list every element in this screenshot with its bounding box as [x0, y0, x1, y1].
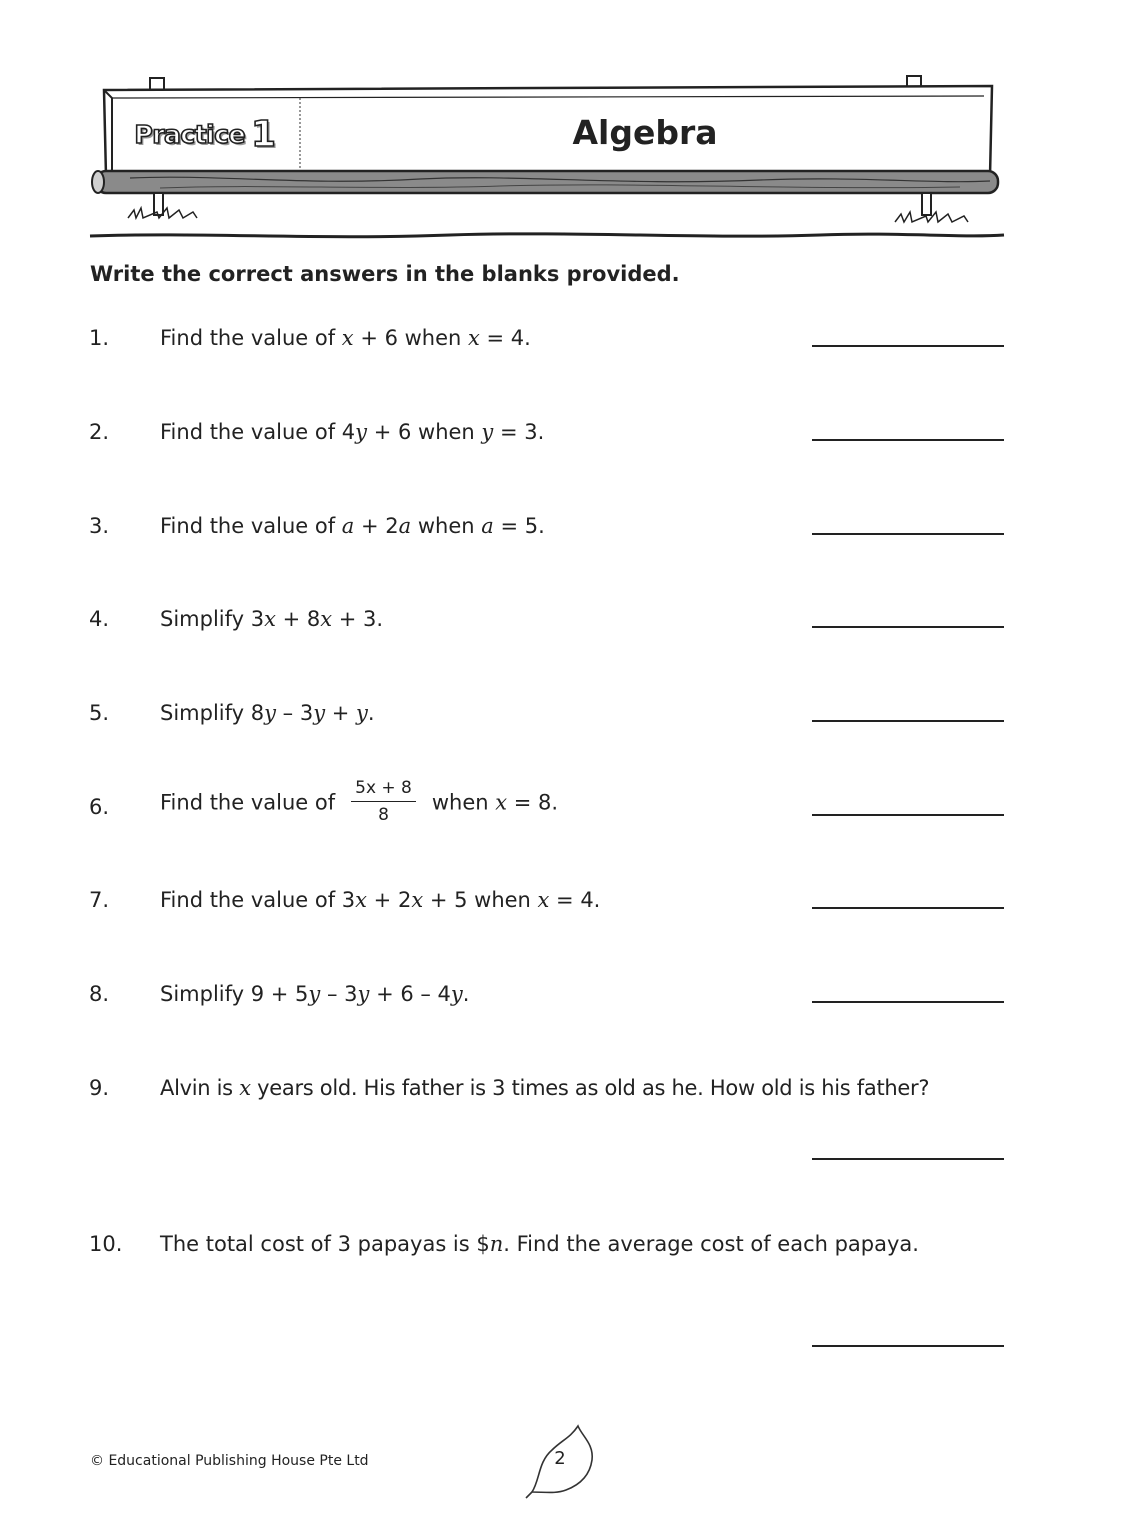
page-number: 2	[554, 1448, 566, 1469]
practice-badge	[110, 108, 300, 160]
sign-leg-left	[154, 193, 163, 215]
question-number: 6.	[89, 795, 110, 819]
answer-blank[interactable]	[812, 907, 1004, 909]
fraction-denominator: 8	[378, 805, 389, 825]
question-number: 7.	[89, 888, 110, 912]
question-text: The total cost of 3 papayas is $n. Find the average cost of each papaya.	[160, 1232, 919, 1256]
question-text: Find the value of 3x + 2x + 5 when x = 4.	[160, 888, 601, 912]
question-text: Simplify 8y – 3y + y.	[160, 701, 375, 725]
question-number: 2.	[89, 420, 110, 444]
question-number: 4.	[89, 607, 110, 631]
practice-word: Practice	[134, 119, 246, 149]
question-text: Find the value of x + 6 when x = 4.	[160, 326, 531, 350]
answer-blank[interactable]	[812, 345, 1004, 347]
answer-blank[interactable]	[812, 533, 1004, 535]
answer-blank[interactable]	[812, 1001, 1004, 1003]
question-text: Alvin is x years old. His father is 3 times as old as he. How old is his father?	[160, 1076, 930, 1100]
answer-blank[interactable]	[812, 626, 1004, 628]
question-text: Find the value of 4y + 6 when y = 3.	[160, 420, 545, 444]
question-text: Simplify 3x + 8x + 3.	[160, 607, 384, 631]
ground-line	[90, 234, 1004, 237]
question-number: 9.	[89, 1076, 110, 1100]
answer-blank[interactable]	[812, 1345, 1004, 1347]
question-number: 3.	[89, 514, 110, 538]
question-number: 10.	[89, 1232, 123, 1256]
sign-log-end	[92, 171, 104, 193]
question-text: Simplify 9 + 5y – 3y + 6 – 4y.	[160, 982, 470, 1006]
fraction-numerator: 5x + 8	[351, 778, 416, 802]
question-text: Find the value of a + 2a when a = 5.	[160, 514, 545, 538]
fraction	[351, 778, 416, 825]
answer-blank[interactable]	[812, 720, 1004, 722]
page-title: Algebra	[572, 112, 718, 152]
sign-leg-right	[922, 193, 931, 215]
sign-log	[96, 171, 998, 193]
instructions: Write the correct answers in the blanks provided.	[90, 262, 680, 286]
question-number: 5.	[89, 701, 110, 725]
answer-blank[interactable]	[812, 814, 1004, 816]
question-text: Find the value of $\frac{5x + 8}{8}$ when x = 8.	[160, 778, 559, 825]
practice-number: 1	[251, 113, 276, 155]
answer-blank[interactable]	[812, 1158, 1004, 1160]
answer-blank[interactable]	[812, 439, 1004, 441]
copyright-notice: © Educational Publishing House Pte Ltd	[90, 1453, 369, 1469]
question-number: 1.	[89, 326, 110, 350]
question-number: 8.	[89, 982, 110, 1006]
